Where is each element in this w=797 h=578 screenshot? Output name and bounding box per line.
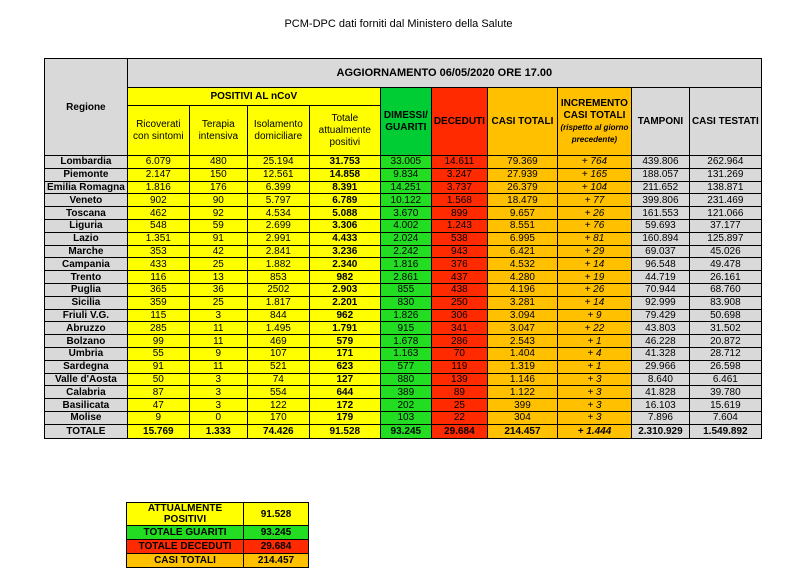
incremento-cell: + 26 [557,283,631,296]
dimessi-cell: 10.122 [380,194,431,207]
table-row [45,194,762,207]
incremento-cell: + 29 [557,245,631,258]
incremento-cell: + 3 [557,411,631,424]
casi-totali-cell: 399 [487,399,557,412]
tamponi-cell: 188.057 [631,168,689,181]
header-totale-positivi: Totale attualmente positivi [309,106,380,156]
table-row [45,347,762,360]
casi-testati-cell: 26.598 [689,360,761,373]
casi-totali-cell: 27.939 [487,168,557,181]
casi-totali-cell: 304 [487,411,557,424]
table-row [45,309,762,322]
region-cell: Toscana [45,207,128,220]
terapia-cell: 3 [189,386,247,399]
tamponi-cell: 44.719 [631,271,689,284]
ricoverati-cell: 353 [127,245,189,258]
terapia-cell: 90 [189,194,247,207]
totale-positivi-cell: 171 [309,347,380,360]
casi-totali-cell: 6.421 [487,245,557,258]
casi-testati-cell: 49.478 [689,258,761,271]
tamponi-cell: 399.806 [631,194,689,207]
totale-positivi-cell: 8.391 [309,181,380,194]
deceduti-cell: 3.737 [431,181,487,194]
casi-totali-cell: 1.319 [487,360,557,373]
ricoverati-cell: 116 [127,271,189,284]
deceduti-cell: 25 [431,399,487,412]
terapia-cell: 480 [189,156,247,169]
deceduti-cell: 70 [431,347,487,360]
tamponi-cell: 161.553 [631,207,689,220]
region-cell: Marche [45,245,128,258]
casi-testati-cell: 131.269 [689,168,761,181]
terapia-cell: 36 [189,283,247,296]
region-cell: Basilicata [45,399,128,412]
deceduti-cell: 943 [431,245,487,258]
deceduti-cell: 306 [431,309,487,322]
terapia-cell: 0 [189,411,247,424]
isolamento-cell: 2.841 [247,245,309,258]
terapia-cell: 11 [189,322,247,335]
deceduti-cell: 376 [431,258,487,271]
terapia-cell: 25 [189,258,247,271]
totale-positivi-cell: 2.903 [309,283,380,296]
isolamento-cell: 107 [247,347,309,360]
totale-positivi-cell: 3.236 [309,245,380,258]
totale-positivi-cell: 2.340 [309,258,380,271]
isolamento-cell: 1.817 [247,296,309,309]
table-row [45,296,762,309]
incremento-cell: + 22 [557,322,631,335]
region-cell: Friuli V.G. [45,309,128,322]
region-cell: TOTALE [45,424,128,438]
totale-positivi-cell: 962 [309,309,380,322]
tamponi-cell: 70.944 [631,283,689,296]
casi-testati-cell: 39.780 [689,386,761,399]
table-row [45,258,762,271]
isolamento-cell: 74.426 [247,424,309,438]
summary-value: 91.528 [244,503,309,526]
deceduti-cell: 899 [431,207,487,220]
casi-testati-cell: 37.177 [689,219,761,232]
ricoverati-cell: 50 [127,373,189,386]
casi-totali-cell: 6.995 [487,232,557,245]
casi-testati-cell: 138.871 [689,181,761,194]
header-incremento-note: (rispetto al giorno precedente) [560,122,629,144]
casi-testati-cell: 262.964 [689,156,761,169]
dimessi-cell: 9.834 [380,168,431,181]
totale-positivi-cell: 623 [309,360,380,373]
table-row [45,181,762,194]
terapia-cell: 42 [189,245,247,258]
table-row [45,411,762,424]
totale-positivi-cell: 644 [309,386,380,399]
casi-testati-cell: 68.760 [689,283,761,296]
totale-positivi-cell: 982 [309,271,380,284]
terapia-cell: 150 [189,168,247,181]
isolamento-cell: 1.882 [247,258,309,271]
casi-totali-cell: 1.146 [487,373,557,386]
deceduti-cell: 119 [431,360,487,373]
terapia-cell: 91 [189,232,247,245]
dimessi-cell: 915 [380,322,431,335]
ricoverati-cell: 433 [127,258,189,271]
ricoverati-cell: 1.816 [127,181,189,194]
incremento-cell: + 26 [557,207,631,220]
deceduti-cell: 1.243 [431,219,487,232]
tamponi-cell: 69.037 [631,245,689,258]
region-cell: Piemonte [45,168,128,181]
region-cell: Liguria [45,219,128,232]
totale-positivi-cell: 127 [309,373,380,386]
deceduti-cell: 1.568 [431,194,487,207]
summary-label: TOTALE DECEDUTI [127,540,244,554]
summary-label: ATTUALMENTE POSITIVI [127,503,244,526]
incremento-cell: + 3 [557,386,631,399]
casi-totali-cell: 3.047 [487,322,557,335]
table-row [45,232,762,245]
table-row [45,156,762,169]
region-cell: Calabria [45,386,128,399]
incremento-cell: + 4 [557,347,631,360]
isolamento-cell: 554 [247,386,309,399]
tamponi-cell: 211.652 [631,181,689,194]
region-cell: Lazio [45,232,128,245]
dimessi-cell: 1.826 [380,309,431,322]
table-row [45,245,762,258]
dimessi-cell: 1.678 [380,335,431,348]
incremento-cell: + 77 [557,194,631,207]
casi-totali-cell: 1.122 [487,386,557,399]
header-casi-totali: CASI TOTALI [487,88,557,156]
table-row [45,168,762,181]
dimessi-cell: 4.002 [380,219,431,232]
isolamento-cell: 74 [247,373,309,386]
incremento-cell: + 104 [557,181,631,194]
casi-totali-cell: 4.280 [487,271,557,284]
casi-testati-cell: 50.698 [689,309,761,322]
totale-positivi-cell: 172 [309,399,380,412]
tamponi-cell: 160.894 [631,232,689,245]
isolamento-cell: 2.699 [247,219,309,232]
region-cell: Puglia [45,283,128,296]
tamponi-cell: 41.828 [631,386,689,399]
dimessi-cell: 855 [380,283,431,296]
table-row [45,360,762,373]
table-row [45,219,762,232]
ricoverati-cell: 6.079 [127,156,189,169]
summary-value: 214.457 [244,554,309,568]
tamponi-cell: 2.310.929 [631,424,689,438]
casi-totali-cell: 79.369 [487,156,557,169]
deceduti-cell: 22 [431,411,487,424]
incremento-cell: + 1 [557,335,631,348]
region-cell: Valle d'Aosta [45,373,128,386]
terapia-cell: 92 [189,207,247,220]
deceduti-cell: 341 [431,322,487,335]
totale-positivi-cell: 3.306 [309,219,380,232]
casi-totali-cell: 26.379 [487,181,557,194]
casi-totali-cell: 4.196 [487,283,557,296]
casi-testati-cell: 20.872 [689,335,761,348]
ricoverati-cell: 902 [127,194,189,207]
ricoverati-cell: 91 [127,360,189,373]
terapia-cell: 59 [189,219,247,232]
tamponi-cell: 79.429 [631,309,689,322]
table-row [45,386,762,399]
header-ricoverati: Ricoverati con sintomi [127,106,189,156]
isolamento-cell: 122 [247,399,309,412]
casi-totali-cell: 9.657 [487,207,557,220]
tamponi-cell: 41.328 [631,347,689,360]
ricoverati-cell: 548 [127,219,189,232]
header-positivi: POSITIVI AL nCoV [127,88,380,106]
isolamento-cell: 853 [247,271,309,284]
table-row [45,399,762,412]
dimessi-cell: 93.245 [380,424,431,438]
terapia-cell: 1.333 [189,424,247,438]
totale-positivi-cell: 579 [309,335,380,348]
dimessi-cell: 103 [380,411,431,424]
summary-value: 29.684 [244,540,309,554]
header-deceduti: DECEDUTI [431,88,487,156]
deceduti-cell: 29.684 [431,424,487,438]
dimessi-cell: 14.251 [380,181,431,194]
incremento-cell: + 1 [557,360,631,373]
dimessi-cell: 2.861 [380,271,431,284]
dimessi-cell: 2.024 [380,232,431,245]
ricoverati-cell: 285 [127,322,189,335]
totale-positivi-cell: 91.528 [309,424,380,438]
header-tamponi: TAMPONI [631,88,689,156]
terapia-cell: 3 [189,373,247,386]
header-regione: Regione [45,59,128,156]
region-cell: Trento [45,271,128,284]
totale-positivi-cell: 14.858 [309,168,380,181]
totale-positivi-cell: 179 [309,411,380,424]
ricoverati-cell: 365 [127,283,189,296]
ricoverati-cell: 99 [127,335,189,348]
tamponi-cell: 16.103 [631,399,689,412]
terapia-cell: 176 [189,181,247,194]
dimessi-cell: 202 [380,399,431,412]
ricoverati-cell: 359 [127,296,189,309]
terapia-cell: 9 [189,347,247,360]
terapia-cell: 11 [189,360,247,373]
casi-testati-cell: 121.066 [689,207,761,220]
casi-totali-cell: 3.281 [487,296,557,309]
dimessi-cell: 389 [380,386,431,399]
incremento-cell: + 3 [557,373,631,386]
casi-testati-cell: 26.161 [689,271,761,284]
summary-row [127,540,309,554]
summary-label: TOTALE GUARITI [127,526,244,540]
isolamento-cell: 5.797 [247,194,309,207]
tamponi-cell: 7.896 [631,411,689,424]
region-cell: Bolzano [45,335,128,348]
ricoverati-cell: 115 [127,309,189,322]
casi-totali-cell: 214.457 [487,424,557,438]
casi-totali-cell: 18.479 [487,194,557,207]
dimessi-cell: 830 [380,296,431,309]
region-cell: Lombardia [45,156,128,169]
table-row [45,271,762,284]
summary-table [126,502,309,568]
isolamento-cell: 521 [247,360,309,373]
isolamento-cell: 4.534 [247,207,309,220]
isolamento-cell: 2502 [247,283,309,296]
dimessi-cell: 1.816 [380,258,431,271]
casi-totali-cell: 2.543 [487,335,557,348]
header-update: AGGIORNAMENTO 06/05/2020 ORE 17.00 [127,59,761,88]
tamponi-cell: 8.640 [631,373,689,386]
table-row [45,335,762,348]
totale-positivi-cell: 4.433 [309,232,380,245]
deceduti-cell: 538 [431,232,487,245]
incremento-cell: + 1.444 [557,424,631,438]
ricoverati-cell: 15.769 [127,424,189,438]
deceduti-cell: 437 [431,271,487,284]
ricoverati-cell: 47 [127,399,189,412]
total-row [45,424,762,438]
ricoverati-cell: 1.351 [127,232,189,245]
casi-testati-cell: 83.908 [689,296,761,309]
deceduti-cell: 139 [431,373,487,386]
region-cell: Veneto [45,194,128,207]
region-cell: Abruzzo [45,322,128,335]
deceduti-cell: 250 [431,296,487,309]
tamponi-cell: 92.999 [631,296,689,309]
header-isolamento: Isolamento domiciliare [247,106,309,156]
region-cell: Campania [45,258,128,271]
dimessi-cell: 3.670 [380,207,431,220]
table-row [45,373,762,386]
header-casi-testati: CASI TESTATI [689,88,761,156]
tamponi-cell: 439.806 [631,156,689,169]
summary-row [127,503,309,526]
casi-testati-cell: 125.897 [689,232,761,245]
totale-positivi-cell: 2.201 [309,296,380,309]
terapia-cell: 11 [189,335,247,348]
casi-totali-cell: 8.551 [487,219,557,232]
incremento-cell: + 81 [557,232,631,245]
casi-testati-cell: 7.604 [689,411,761,424]
incremento-cell: + 76 [557,219,631,232]
totale-positivi-cell: 5.088 [309,207,380,220]
casi-testati-cell: 231.469 [689,194,761,207]
totale-positivi-cell: 6.789 [309,194,380,207]
isolamento-cell: 2.991 [247,232,309,245]
isolamento-cell: 844 [247,309,309,322]
incremento-cell: + 764 [557,156,631,169]
header-incremento [557,88,631,156]
casi-testati-cell: 6.461 [689,373,761,386]
casi-totali-cell: 3.094 [487,309,557,322]
summary-value: 93.245 [244,526,309,540]
ricoverati-cell: 9 [127,411,189,424]
terapia-cell: 13 [189,271,247,284]
table-row [45,207,762,220]
dimessi-cell: 1.163 [380,347,431,360]
casi-testati-cell: 1.549.892 [689,424,761,438]
dimessi-cell: 880 [380,373,431,386]
ricoverati-cell: 87 [127,386,189,399]
casi-totali-cell: 4.532 [487,258,557,271]
tamponi-cell: 43.803 [631,322,689,335]
deceduti-cell: 14.611 [431,156,487,169]
dimessi-cell: 33.005 [380,156,431,169]
region-cell: Molise [45,411,128,424]
totale-positivi-cell: 1.791 [309,322,380,335]
deceduti-cell: 438 [431,283,487,296]
dimessi-cell: 2.242 [380,245,431,258]
ricoverati-cell: 2.147 [127,168,189,181]
incremento-cell: + 14 [557,296,631,309]
incremento-cell: + 3 [557,399,631,412]
deceduti-cell: 286 [431,335,487,348]
casi-totali-cell: 1.404 [487,347,557,360]
deceduti-cell: 3.247 [431,168,487,181]
casi-testati-cell: 15.619 [689,399,761,412]
page-title: PCM-DPC dati forniti dal Ministero della Salute [284,18,513,30]
isolamento-cell: 469 [247,335,309,348]
incremento-cell: + 14 [557,258,631,271]
header-terapia: Terapia intensiva [189,106,247,156]
terapia-cell: 25 [189,296,247,309]
summary-row [127,526,309,540]
region-cell: Emilia Romagna [45,181,128,194]
isolamento-cell: 25.194 [247,156,309,169]
ricoverati-cell: 55 [127,347,189,360]
tamponi-cell: 59.693 [631,219,689,232]
isolamento-cell: 1.495 [247,322,309,335]
header-incremento-label: INCREMENTO CASI TOTALI [560,97,628,121]
isolamento-cell: 170 [247,411,309,424]
summary-label: CASI TOTALI [127,554,244,568]
table-row [45,283,762,296]
incremento-cell: + 165 [557,168,631,181]
incremento-cell: + 19 [557,271,631,284]
tamponi-cell: 46.228 [631,335,689,348]
terapia-cell: 3 [189,399,247,412]
deceduti-cell: 89 [431,386,487,399]
terapia-cell: 3 [189,309,247,322]
casi-testati-cell: 28.712 [689,347,761,360]
region-cell: Umbria [45,347,128,360]
region-cell: Sicilia [45,296,128,309]
incremento-cell: + 9 [557,309,631,322]
summary-row [127,554,309,568]
header-dimessi: DIMESSI/ GUARITI [380,88,431,156]
ricoverati-cell: 462 [127,207,189,220]
data-table [44,58,762,439]
totale-positivi-cell: 31.753 [309,156,380,169]
isolamento-cell: 6.399 [247,181,309,194]
region-cell: Sardegna [45,360,128,373]
casi-testati-cell: 31.502 [689,322,761,335]
isolamento-cell: 12.561 [247,168,309,181]
casi-testati-cell: 45.026 [689,245,761,258]
table-row [45,322,762,335]
tamponi-cell: 96.548 [631,258,689,271]
tamponi-cell: 29.966 [631,360,689,373]
dimessi-cell: 577 [380,360,431,373]
